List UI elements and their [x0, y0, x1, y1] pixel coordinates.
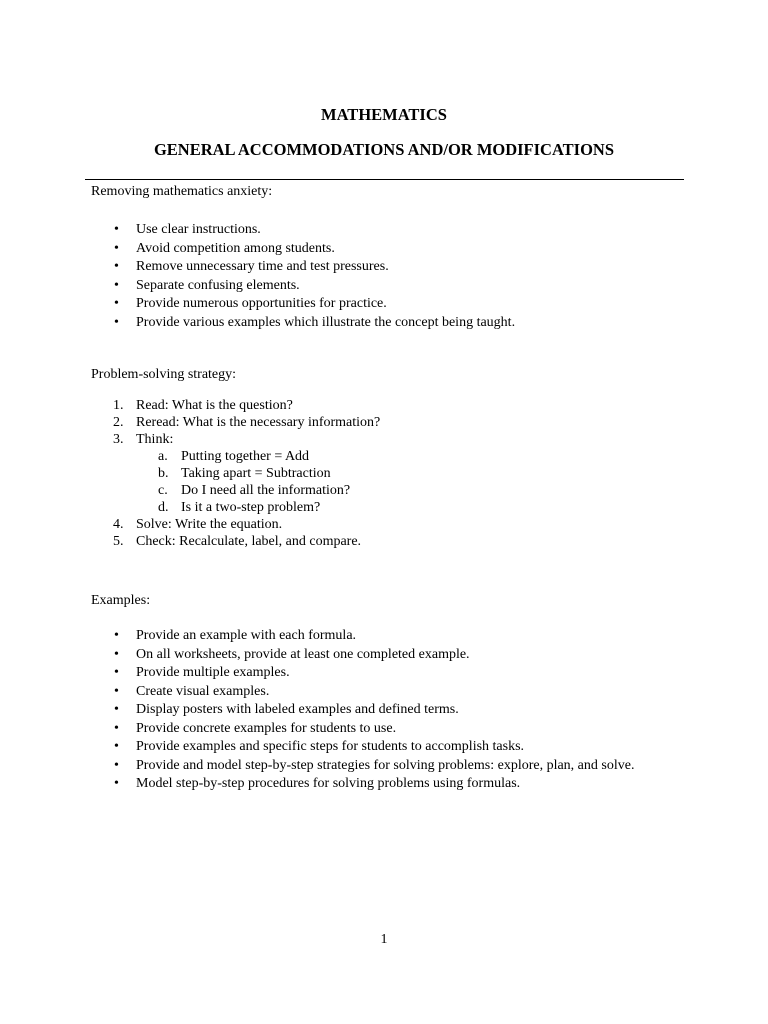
list-item-text: Provide numerous opportunities for practice. [136, 296, 387, 311]
list-item-text: Provide various examples which illustrate the concept being taught. [136, 314, 516, 330]
examples-heading: Examples: [91, 593, 151, 608]
examples-list [91, 627, 634, 794]
list-item-text: Think: [136, 432, 174, 447]
bullet-icon: • [114, 739, 119, 754]
list-item [91, 414, 380, 431]
list-marker: c. [158, 483, 168, 498]
bullet-icon: • [114, 222, 119, 237]
list-item [91, 683, 634, 702]
list-item-text: Taking apart = Subtraction [181, 466, 331, 481]
list-item-text: Display posters with labeled examples and defined terms. [136, 702, 459, 717]
list-item [91, 533, 380, 550]
bullet-icon: • [114, 277, 119, 293]
bullet-icon: • [114, 240, 119, 256]
list-item [91, 240, 515, 259]
list-item-text: Remove unnecessary time and test pressures. [136, 259, 389, 274]
list-marker: d. [158, 500, 169, 515]
list-item-text: Read: What is the question? [136, 398, 293, 413]
bullet-icon: • [114, 757, 119, 773]
list-item [91, 397, 380, 414]
list-item-text: Separate confusing elements. [136, 277, 300, 293]
list-item-text: Reread: What is the necessary information? [136, 415, 381, 430]
list-item [91, 516, 380, 533]
list-item [91, 258, 515, 277]
list-marker: 5. [113, 534, 124, 549]
bullet-icon: • [114, 646, 119, 662]
title-divider [85, 179, 684, 180]
page-number: 1 [380, 932, 388, 947]
list-item-text: Check: Recalculate, label, and compare. [136, 534, 362, 549]
list-item [91, 314, 515, 333]
list-item-text: Provide an example with each formula. [136, 628, 357, 643]
list-item-text: Is it a two-step problem? [181, 500, 321, 515]
list-item-text: On all worksheets, provide at least one completed example. [136, 646, 470, 662]
list-item-text: Solve: Write the equation. [136, 517, 283, 532]
list-item [91, 221, 515, 240]
list-item [91, 499, 380, 516]
list-item [91, 277, 515, 296]
document-subtitle: GENERAL ACCOMMODATIONS AND/OR MODIFICATIONS [153, 140, 615, 159]
list-item [91, 775, 634, 794]
list-marker: a. [158, 449, 168, 464]
list-item [91, 646, 634, 665]
list-item [91, 738, 634, 757]
document-title: MATHEMATICS [321, 105, 447, 124]
bullet-icon: • [114, 665, 119, 680]
list-item-text: Avoid competition among students. [136, 240, 335, 256]
strategy-list [91, 397, 380, 550]
bullet-icon: • [114, 683, 119, 699]
list-item [91, 627, 634, 646]
list-marker: 2. [113, 415, 124, 430]
list-item [91, 757, 634, 776]
list-item-text: Model step-by-step procedures for solving problems using formulas. [136, 776, 521, 791]
list-item [91, 295, 515, 314]
list-item-text: Putting together = Add [181, 449, 310, 464]
bullet-icon: • [114, 296, 119, 311]
list-item-text: Use clear instructions. [136, 222, 261, 237]
list-item-text: Provide multiple examples. [136, 665, 290, 680]
bullet-icon: • [114, 628, 119, 643]
bullet-icon: • [114, 259, 119, 274]
list-item-text: Provide and model step-by-step strategies for solving problems: explore, plan, and solve. [136, 757, 635, 773]
bullet-icon: • [114, 314, 119, 330]
list-marker: 1. [113, 398, 124, 413]
list-marker: 4. [113, 517, 124, 532]
list-item-text: Do I need all the information? [181, 483, 351, 498]
strategy-heading: Problem-solving strategy: [91, 367, 237, 382]
list-item-text: Provide concrete examples for students to use. [136, 720, 397, 736]
list-marker: 3. [113, 432, 124, 447]
bullet-icon: • [114, 702, 119, 717]
list-item-text: Create visual examples. [136, 683, 270, 699]
list-marker: b. [158, 466, 169, 481]
list-item [91, 701, 634, 720]
list-item [91, 465, 380, 482]
anxiety-heading: Removing mathematics anxiety: [91, 184, 273, 199]
list-item-text: Provide examples and specific steps for students to accomplish tasks. [136, 739, 525, 754]
bullet-icon: • [114, 720, 119, 736]
list-item [91, 664, 634, 683]
bullet-icon: • [114, 776, 119, 791]
anxiety-list [91, 221, 515, 332]
list-item [91, 720, 634, 739]
list-item [91, 431, 380, 448]
list-item [91, 482, 380, 499]
list-item [91, 448, 380, 465]
